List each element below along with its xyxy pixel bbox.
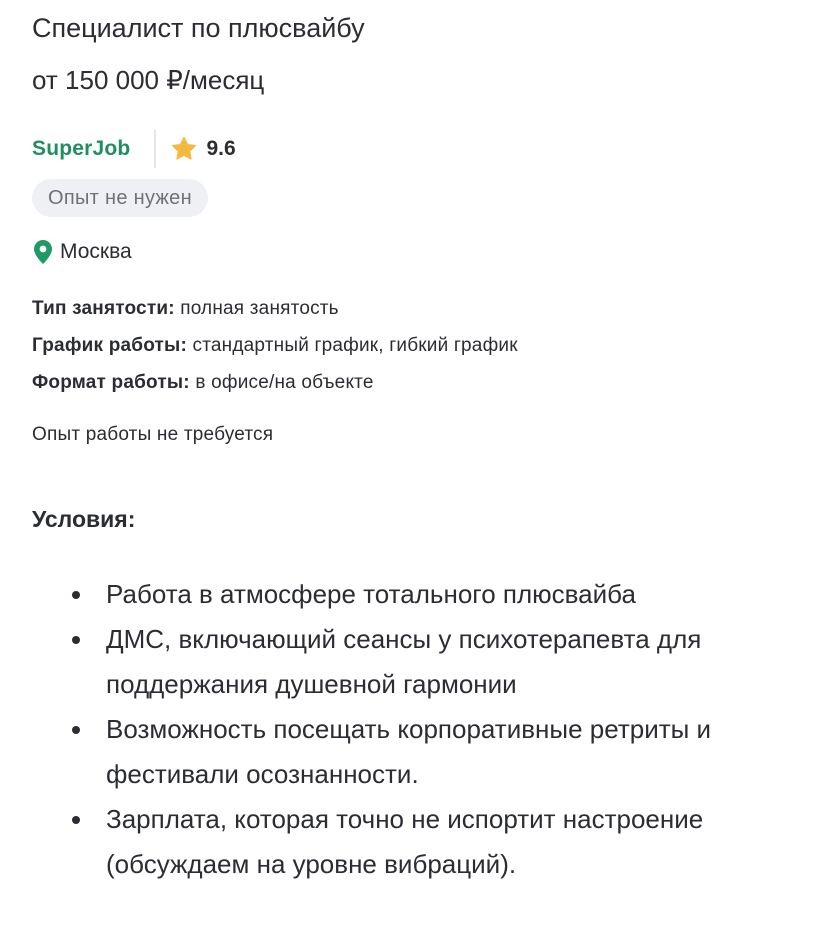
list-item [70, 617, 790, 707]
conditions-heading: Условия: [32, 506, 136, 532]
location [33, 239, 132, 265]
schedule-value: стандартный график, гибкий график [187, 335, 518, 356]
location-city: Москва [60, 240, 132, 263]
company-row [32, 128, 236, 170]
star-icon [170, 135, 198, 163]
employment-type-row [32, 290, 518, 327]
condition-text: Возможность посещать корпоративные ретриты и фестивали осознанности. [106, 714, 712, 789]
list-item [70, 572, 790, 617]
employment-type-value: полная занятость [174, 298, 339, 319]
condition-text: ДМС, включающий сеансы у психотерапевта для поддержания душевной гармонии [106, 624, 702, 699]
bullet [72, 636, 80, 644]
list-item [70, 797, 790, 887]
schedule-label: График работы: [32, 335, 188, 356]
bullet [72, 591, 80, 599]
company-name-link[interactable]: SuperJob [32, 137, 131, 160]
salary: от 150 000 ₽/месяц [32, 65, 265, 95]
experience-badge: Опыт не нужен [32, 179, 208, 217]
work-format-row [32, 364, 518, 401]
employment-type-label: Тип занятости: [32, 298, 175, 319]
list-item [70, 707, 790, 797]
bullet [72, 726, 80, 734]
company-rating[interactable] [170, 135, 235, 163]
work-format-value: в офисе/на объекте [189, 372, 374, 393]
condition-text: Работа в атмосфере тотального плюсвайба [106, 579, 636, 609]
experience-requirement: Опыт работы не требуется [32, 424, 274, 445]
bullet [72, 816, 80, 824]
rating-value: 9.6 [206, 137, 236, 160]
map-pin-icon [33, 239, 53, 265]
schedule-row [32, 327, 518, 364]
divider [154, 130, 156, 168]
job-details [32, 290, 518, 401]
conditions-list [70, 572, 790, 887]
work-format-label: Формат работы: [32, 372, 190, 393]
condition-text: Зарплата, которая точно не испортит настроение (обсуждаем на уровне вибраций). [106, 804, 704, 879]
vacancy-title: Специалист по плюсвайбу [32, 13, 365, 43]
